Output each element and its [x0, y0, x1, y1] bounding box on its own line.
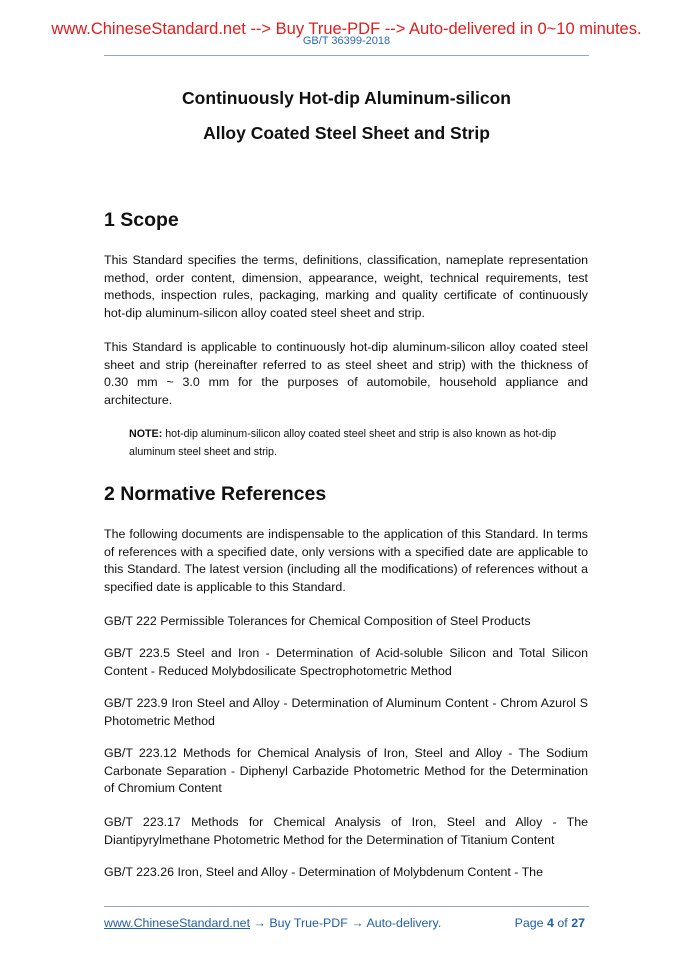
document-title-line2: Alloy Coated Steel Sheet and Strip	[203, 123, 490, 143]
footer-divider	[104, 906, 589, 907]
page-of: of	[557, 916, 568, 930]
footer-delivery-text: Auto-delivery.	[366, 916, 442, 930]
reference-item: GB/T 223.12 Methods for Chemical Analysis of Iron, Steel and Alloy - The Sodium Carbonate Separation - Diphenyl Carbazide Photometric Method for the Determination of Chromium Content	[104, 746, 588, 795]
page-current: 4	[547, 916, 554, 930]
standard-code: GB/T 36399-2018	[302, 35, 391, 47]
note-text: hot-dip aluminum-silicon alloy coated steel sheet and strip is also known as hot-dip aluminum steel sheet and strip.	[129, 428, 557, 458]
scope-paragraph-2: This Standard is applicable to continuously hot-dip aluminum-silicon alloy coated steel sheet and strip (hereinafter referred to as steel sheet and strip) with the thickness of 0.30 mm ~ 3.0 mm for the purposes of automobile, household appliance and architecture.	[104, 340, 588, 407]
reference-item: GB/T 223.26 Iron, Steel and Alloy - Determination of Molybdenum Content - The	[104, 865, 543, 879]
header-divider	[104, 55, 589, 56]
arrow-right-icon: →	[253, 916, 266, 930]
references-intro: The following documents are indispensable to the application of this Standard. In terms of references with a specified date, only versions with a specified date are applicable to this Standard. The latest version (including all the modifications) of references without a specified date is applicable to this Standard.	[104, 527, 588, 594]
arrow-right-icon: →	[351, 916, 364, 930]
promo-banner[interactable]: www.ChineseStandard.net --> Buy True-PDF --> Auto-delivered in 0~10 minutes.	[51, 20, 642, 38]
footer-buy-link[interactable]: Buy True-PDF	[269, 916, 348, 930]
page-total: 27	[571, 916, 585, 930]
reference-item: GB/T 222 Permissible Tolerances for Chemical Composition of Steel Products	[104, 614, 531, 628]
scope-note	[129, 426, 588, 461]
note-label: NOTE:	[129, 428, 163, 440]
footer-site-link[interactable]: www.ChineseStandard.net	[104, 916, 251, 930]
page-label: Page	[514, 916, 544, 930]
section-heading-normative-references: 2 Normative References	[104, 483, 327, 505]
section-heading-scope: 1 Scope	[104, 209, 179, 231]
document-title-line1: Continuously Hot-dip Aluminum-silicon	[182, 88, 511, 108]
footer-links	[104, 916, 441, 930]
reference-item: GB/T 223.5 Steel and Iron - Determination of Acid-soluble Silicon and Total Silicon Content - Reduced Molybdosilicate Spectrophotometric Method	[104, 646, 588, 678]
reference-item: GB/T 223.17 Methods for Chemical Analysis of Iron, Steel and Alloy - The Diantipyrylmethane Photometric Method for the Determination of Titanium Content	[104, 815, 588, 847]
reference-item: GB/T 223.9 Iron Steel and Alloy - Determination of Aluminum Content - Chrom Azurol S Photometric Method	[104, 696, 588, 728]
page-number	[515, 916, 585, 930]
scope-paragraph-1: This Standard specifies the terms, definitions, classification, nameplate representation method, order content, dimension, appearance, weight, technical requirements, test methods, inspection rules, packaging, marking and quality certificate of continuously hot-dip aluminum-silicon alloy coated steel sheet and strip.	[104, 253, 588, 320]
